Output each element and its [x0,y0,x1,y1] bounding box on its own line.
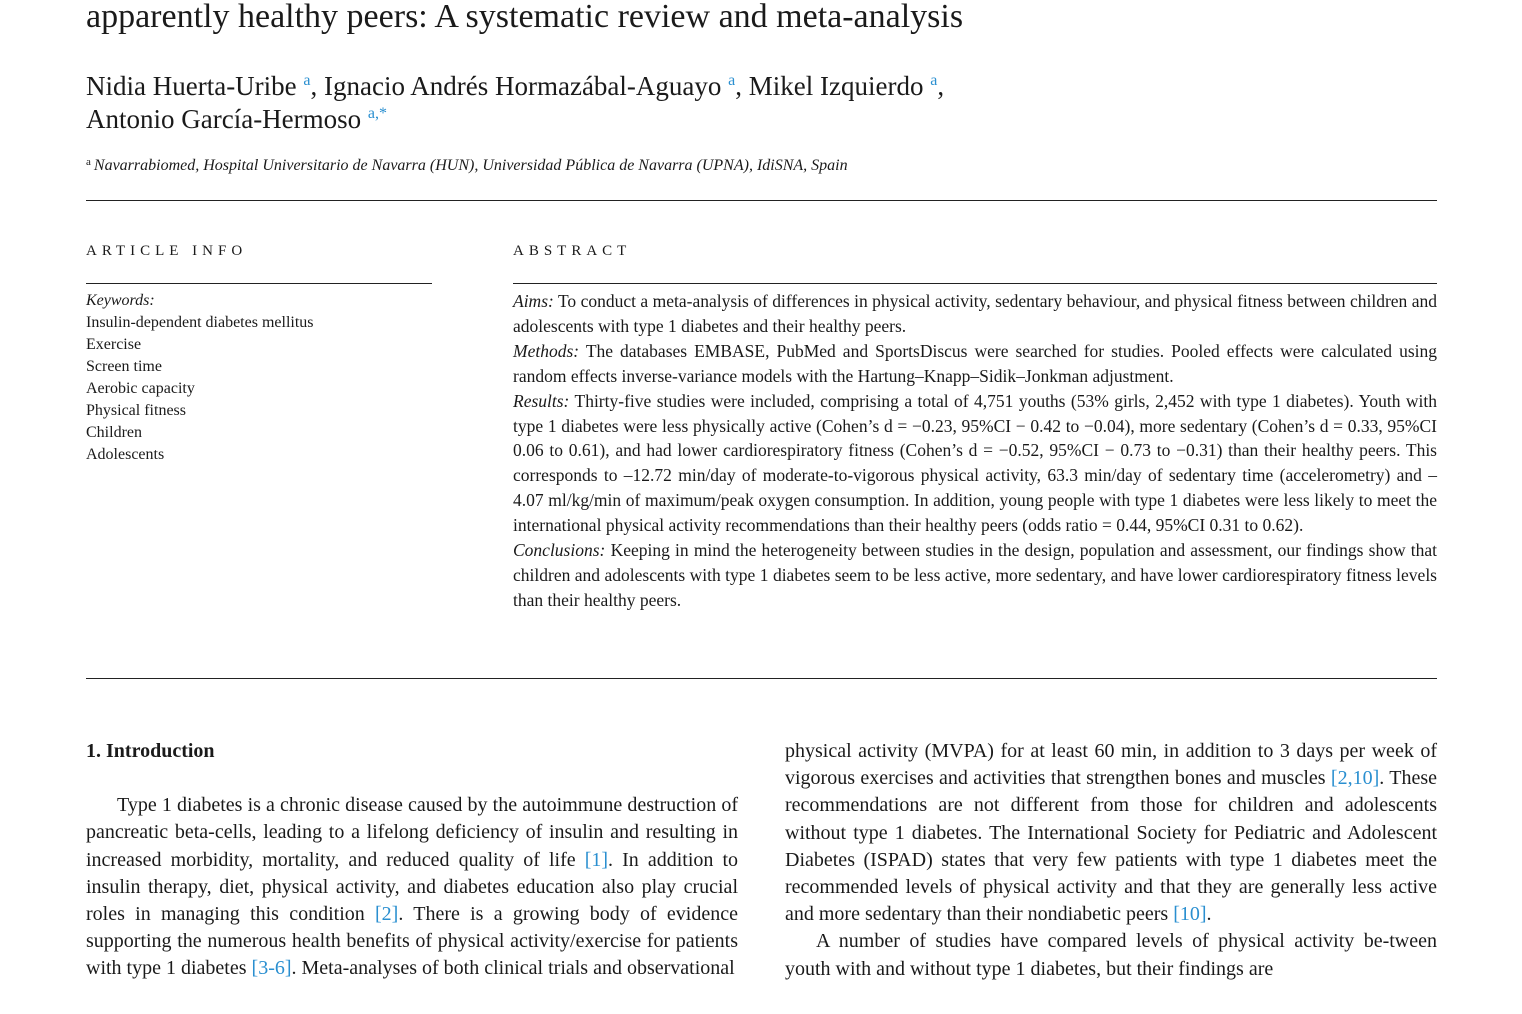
abstract-conclusions [513,538,1437,613]
article-info-divider [86,283,432,284]
abstract-body [513,289,1437,613]
results-text: Thirty-five studies were included, comprising a total of 4,751 youths (53% girls, 2,452 with type 1 diabetes). Youth with type 1 diabetes were less physically active (Cohen’s d = −0.23, 95%CI − 0.42 to −0.04), more sedentary (Cohen’s d = 0.33, 95%CI 0.06 to 0.61), and had lower cardiorespiratory fitness (Cohen’s d = −0.52, 95%CI − 0.73 to −0.31) than their healthy peers. This corresponds to –12.72 min/day of moderate-to-vigorous physical activity, 63.3 min/day of sedentary time (accelerometry) and –4.07 ml/kg/min of maximum/peak oxygen consumption. In addition, young people with type 1 diabetes were less likely to meet the international physical activity recommendations than their healthy peers (odds ratio = 0.44, 95%CI 0.31 to 0.62). [513,390,1437,536]
body-text: . In addition to insulin therapy, diet, physical activity, and diabetes education also play crucial roles in managing this condition [86,848,738,926]
intro-paragraph: A number of studies have compared levels of physical activity be-tween youth with and without type 1 diabetes, but their findings are [785,930,1437,980]
article-title: apparently healthy peers: A systematic review and meta-analysis [86,0,964,35]
affiliation-marker[interactable] [368,105,387,122]
methods-text: The databases EMBASE, PubMed and SportsDiscus were searched for studies. Pooled effects were calculated using random effects inverse-variance models with the Hartung–Knapp–Sidik–Jonkman adjustment. [513,340,1437,386]
keyword-item: Screen time [86,358,162,375]
affiliation-marker[interactable]: a [930,72,938,89]
intro-paragraph-continued [785,738,1437,928]
keyword-item: Adolescents [86,446,165,463]
body-text: Type 1 diabetes is a chronic disease caused by the autoimmune destruction of pancreatic beta-cells, leading to a lifelong deficiency of insulin and resulting in increased morbidity, mortality, and reduced quality of life [86,794,738,871]
affiliation-marker: a [86,156,91,168]
affiliation-marker[interactable]: a [728,72,736,89]
keyword-item: Exercise [86,336,142,353]
body-text: . There is a growing body of evidence supporting the numerous health benefits of physical activity/exercise for patients with type 1 diabetes [86,903,738,980]
abstract-methods [513,339,1437,389]
corresponding-author-star[interactable]: * [379,105,388,122]
citation-link[interactable]: [1] [584,848,609,871]
citation-link[interactable]: [2] [375,903,399,926]
abstract-divider [513,283,1437,284]
citation-link[interactable]: [2,10] [1330,767,1380,790]
body-column-left [86,738,738,983]
header-divider [86,200,1437,201]
abstract-heading: ABSTRACT [513,243,632,259]
article-info-heading: ARTICLE INFO [86,243,248,259]
author-name[interactable]: Mikel Izquierdo [748,71,924,101]
body-column-right [785,738,1437,983]
author-separator: , [735,71,749,101]
body-text: . [1206,903,1212,926]
author-name[interactable]: Ignacio Andrés Hormazábal-Aguayo [324,71,722,101]
affiliation [86,156,1446,176]
abstract-aims [513,289,1437,339]
body-text: . These recommendations are not different from those for children and adolescents without type 1 diabetes. The International Society for Pediatric and Adolescent Diabetes (ISPAD) states that very few patients with type 1 diabetes meet the recommended levels of physical activity and that they are generally less active and more sedentary than their nondiabetic peers [785,767,1437,926]
conclusions-label: Conclusions: [513,540,606,561]
abstract-bottom-divider [86,678,1437,679]
introduction-heading: 1. Introduction [86,740,215,762]
affiliation-marker[interactable]: a [303,72,311,89]
keywords-block [86,290,426,466]
abstract-results [513,389,1437,538]
author-name[interactable]: Antonio García-Hermoso [86,104,362,134]
keyword-item: Children [86,424,142,441]
author-list [86,70,1446,136]
aims-text: To conduct a meta-analysis of differences in physical activity, sedentary behaviour, and physical fitness between children and adolescents with type 1 diabetes and their healthy peers. [513,291,1437,336]
keyword-item: Aerobic capacity [86,380,195,397]
body-text: physical activity (MVPA) for at least 60 min, in addition to 3 days per week of vigorous exercises and activities that strengthen bones and muscles [785,740,1437,790]
body-text: . Meta-analyses of both clinical trials and observational [291,957,735,980]
results-label: Results: [513,390,570,411]
keyword-item: Insulin-dependent diabetes mellitus [86,314,314,331]
citation-link[interactable]: [3-6] [251,957,292,980]
aims-label: Aims: [513,291,554,311]
author-separator: , [310,71,325,101]
affiliation-text: Navarrabiomed, Hospital Universitario de Navarra (HUN), Universidad Pública de Navarra (UPNA), IdiSNA, Spain [93,157,848,174]
affiliation-letter[interactable]: a, [367,105,380,122]
author-separator: , [937,71,945,101]
citation-link[interactable]: [10] [1173,903,1207,926]
methods-label: Methods: [513,340,580,361]
intro-paragraph [86,792,738,982]
author-name[interactable]: Nidia Huerta-Uribe [86,71,297,101]
keywords-label: Keywords: [86,292,155,309]
keyword-item: Physical fitness [86,402,186,419]
conclusions-text: Keeping in mind the heterogeneity between studies in the design, population and assessment, our findings show that children and adolescents with type 1 diabetes seem to be less active, more sedentary, and have lower cardiorespiratory fitness levels than their healthy peers. [513,540,1437,610]
